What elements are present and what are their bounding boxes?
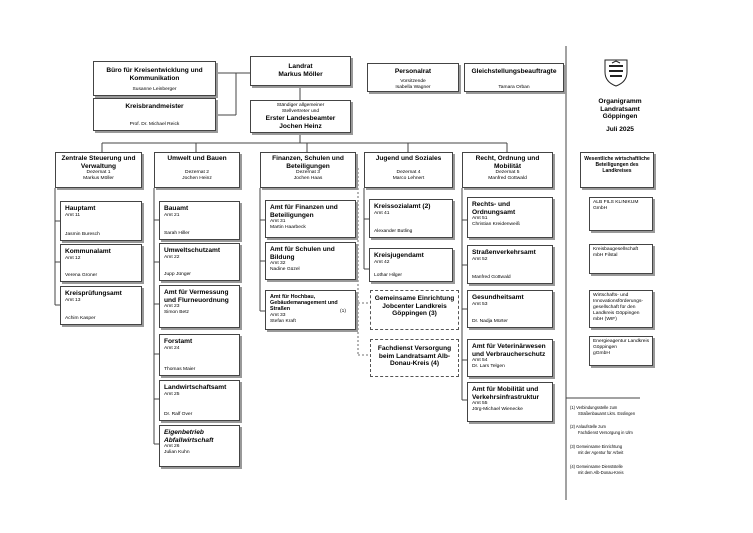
company-line-1: ALB FILS KLINIKUM <box>593 200 639 205</box>
amt-title: Amt für Hochbau, Gebäudemanagement und Straßen <box>270 294 338 313</box>
kreisbrand-title: Kreisbrandmeister <box>125 103 184 110</box>
amt-11-box <box>60 201 142 241</box>
beteiligungen-title: Wesentliche wirtschaftliche Beteiligungen des Landkreises <box>584 156 650 174</box>
dezernat-title: Recht, Ordnung und Mobilität <box>475 155 540 170</box>
footnote-marker-1: (1) <box>340 309 346 314</box>
footnote-1 <box>570 405 635 416</box>
dezernat-person: Markus Möller <box>83 176 114 182</box>
amt-title: Amt für Finanzen und Beteiligungen <box>270 204 338 219</box>
amt-title: Umweltschutzamt <box>164 247 221 254</box>
amt-54-box <box>467 339 553 377</box>
amt-51-box <box>467 197 553 238</box>
kreisbrand-person: Prof. Dr. Michael Reick <box>129 122 180 127</box>
amt-person: Simon Betz <box>164 310 190 316</box>
amt-32-box <box>265 242 356 280</box>
amt-person: Sarah Hiller <box>164 231 190 236</box>
amt-person: Thomas Maier <box>164 367 196 372</box>
amt-number: Amt 11 <box>65 212 81 218</box>
company-box <box>589 244 653 274</box>
footnote-3 <box>570 444 623 455</box>
footnote-line: Fachdienst Versorgung in Ulm <box>578 429 633 435</box>
amt-title: Kreisjugendamt <box>374 252 424 259</box>
amt-number: Amt 24 <box>164 345 180 351</box>
landrat-title: Landrat <box>288 63 313 70</box>
buero-person: Susanne Leinberger <box>132 87 177 92</box>
vertreter-title: Erster Landesbeamter <box>265 115 336 122</box>
dezernat-number: Dezernat 4 <box>396 169 421 175</box>
dezernat-5-box <box>462 152 553 188</box>
amt-26-box <box>159 425 240 467</box>
amt-number: Amt 33 <box>270 312 286 318</box>
personalrat-title: Personalrat <box>394 68 432 75</box>
amt-title: Hauptamt <box>65 205 96 212</box>
dezernat-number: Dezernat 3 <box>296 170 320 176</box>
amt-person: Verena Groner <box>65 273 98 278</box>
sidebar-title-block <box>580 98 660 133</box>
dezernat-number: Dezernat 1 <box>86 170 111 176</box>
amt-55-box <box>467 382 553 422</box>
amt-number: Amt 53 <box>472 301 488 307</box>
dezernat-3-box <box>260 152 356 188</box>
jobcenter-box <box>370 290 459 330</box>
dezernat-2-box <box>154 152 240 188</box>
amt-title: Landwirtschaftsamt <box>164 384 227 391</box>
amt-number: Amt 13 <box>65 297 81 303</box>
amt-title: Straßenverkehrsamt <box>472 249 536 256</box>
fachdienst-versorgung-box <box>370 339 459 377</box>
amt-person: Nadine Güzel <box>270 267 300 273</box>
amt-25-box <box>159 380 240 421</box>
vertreter-box <box>250 100 351 133</box>
amt-title: Kommunalamt <box>65 248 111 255</box>
amt-title: Kreisprüfungsamt <box>65 290 122 297</box>
footnote-line: mit der Agentur für Arbeit <box>578 449 624 455</box>
footnote-line: mit dem Alb-Donau-Kreis <box>578 469 624 475</box>
amt-number: Amt 52 <box>472 256 488 262</box>
amt-person: Dr. Ralf Over <box>164 412 193 417</box>
amt-person: Christian Kreidenweiß <box>472 222 520 228</box>
fachdienst-title: Fachdienst Versorgung beim Landratsamt Alb-Donau-Kreis (4) <box>377 345 452 368</box>
amt-person: Stefan Kraft <box>270 318 296 324</box>
amt-33-box <box>265 290 356 330</box>
amt-title: Forstamt <box>164 338 193 345</box>
amt-number: Amt 41 <box>374 210 390 216</box>
dezernat-title: Jugend und Soziales <box>375 155 442 162</box>
amt-number: Amt 22 <box>164 254 180 260</box>
amt-number: Amt 55 <box>472 401 488 407</box>
dezernat-number: Dezernat 2 <box>185 169 209 175</box>
amt-12-box <box>60 244 142 282</box>
amt-21-box <box>159 201 240 240</box>
coat-of-arms-icon <box>603 58 629 88</box>
personalrat-role: Vorsitzende <box>400 78 426 84</box>
amt-number: Amt 42 <box>374 259 390 265</box>
jobcenter-title: Gemeinsame Einrichtung Jobcenter Landkreis Göppingen (3) <box>374 295 455 318</box>
landrat-name: Markus Möller <box>278 70 323 78</box>
dezernat-title: Zentrale Steuerung und Verwaltung <box>61 155 136 170</box>
amt-42-box <box>369 248 453 282</box>
personalrat-box <box>367 63 459 92</box>
company-line-3: gGmbH <box>593 351 610 356</box>
footnote-line: (2) Anlaufstelle zum <box>570 424 606 429</box>
footnote-line: (3) Gemeinsame Einrichtung <box>570 444 623 449</box>
amt-person: Julian Kuhn <box>164 450 190 456</box>
dezernat-person: Jochen Heinz <box>182 175 212 181</box>
amt-title: Bauamt <box>164 205 189 212</box>
dezernat-title: Finanzen, Schulen und Beteiligungen <box>272 155 344 170</box>
amt-person: Jupp Jünger <box>164 272 191 277</box>
amt-number: Amt 32 <box>270 261 286 267</box>
amt-title: Gesundheitsamt <box>472 294 524 301</box>
dezernat-1-box <box>55 152 142 188</box>
amt-person: Lothar Hilger <box>374 273 402 278</box>
buero-kreisentwicklung-box <box>93 61 216 96</box>
company-line-2: mbH Filstal <box>593 253 618 258</box>
amt-53-box <box>467 290 553 328</box>
footnote-line: (1) Verbindungsstelle zum <box>570 405 618 410</box>
amt-title: Amt für Schulen und Bildung <box>270 246 335 261</box>
amt-title: Eigenbetrieb Abfallwirtschaft <box>164 429 214 444</box>
vertreter-line2: Stellvertreter und <box>281 109 320 114</box>
amt-24-box <box>159 334 240 376</box>
amt-number: Amt 51 <box>472 216 488 222</box>
amt-41-box <box>369 199 453 238</box>
amt-52-box <box>467 245 553 284</box>
amt-person: Dr. Nadja Mürter <box>472 319 508 324</box>
dezernat-person: Manfred Gottwald <box>488 176 527 182</box>
dezernat-number: Dezernat 5 <box>495 170 520 176</box>
amt-person: Jörg-Michael Wienecke <box>472 407 523 413</box>
sidebar-title: Organigramm <box>598 98 642 105</box>
amt-title: Amt für Vermessung und Flurneuordnung <box>164 289 229 304</box>
amt-title: Kreissozialamt (2) <box>374 203 431 210</box>
vertreter-line1: Ständiger allgemeiner <box>276 103 325 108</box>
company-line-3: mbH (WIF) <box>593 317 617 322</box>
footnote-2 <box>570 424 633 435</box>
amt-number: Amt 31 <box>270 219 286 225</box>
company-line-1: Kreisbaugesellschaft <box>593 247 639 252</box>
beteiligungen-header-box <box>580 152 654 188</box>
amt-person: Manfred Gottwald <box>472 275 511 280</box>
amt-title: Amt für Veterinärwesen und Verbraucherschutz <box>472 343 546 358</box>
gleichstellung-box <box>464 63 564 92</box>
amt-person: Alexander Butling <box>374 229 413 234</box>
company-box <box>589 290 653 328</box>
footnote-4 <box>570 464 624 475</box>
kreisbrandmeister-box <box>93 98 216 131</box>
amt-number: Amt 21 <box>164 212 180 218</box>
personalrat-person: Isabella Wagner <box>395 84 431 90</box>
company-line-2: GmbH <box>593 206 608 211</box>
amt-31-box <box>265 200 356 238</box>
gleichstellung-title: Gleichstellungsbeauftragte <box>471 68 557 75</box>
footnote-line: (4) Gemeinsame Dienststelle <box>570 464 623 469</box>
footnote-line: Straßenbauamt Lkrs. Esslingen <box>578 410 636 416</box>
dezernat-person: Marco Lehnert <box>392 175 425 181</box>
sidebar-title-2: Landratsamt <box>600 105 640 113</box>
company-line-1: Energieagentur Landkreis <box>593 339 650 344</box>
amt-number: Amt 12 <box>65 255 81 261</box>
company-line-2: gesellschaft für den Landkreis Göppingen <box>593 305 640 316</box>
amt-number: Amt 54 <box>472 358 488 364</box>
company-box <box>589 197 653 231</box>
buero-title: Büro für Kreisentwicklung und Kommunikation <box>106 67 203 82</box>
amt-person: Martin Haarbeck <box>270 225 306 231</box>
amt-13-box <box>60 286 142 325</box>
amt-title: Amt für Mobilität und Verkehrsinfrastruktur <box>472 386 540 401</box>
amt-23-box <box>159 285 240 328</box>
company-line-1: Wirtschafts- und Innovationsförderungs- <box>593 293 644 304</box>
company-box <box>589 336 653 366</box>
amt-number: Amt 25 <box>164 391 180 397</box>
company-line-2: Göppingen <box>593 345 617 350</box>
dezernat-person: Jochen Haas <box>293 176 323 182</box>
amt-title: Rechts- und Ordnungsamt <box>472 201 516 216</box>
amt-person: Dr. Lars Telgen <box>472 364 505 370</box>
amt-number: Amt 23 <box>164 304 180 310</box>
gleichstellung-person: Tamara Orban <box>498 84 530 90</box>
amt-number: Amt 26 <box>164 444 180 450</box>
dezernat-4-box <box>364 152 453 188</box>
landrat-box <box>250 56 351 86</box>
amt-22-box <box>159 243 240 281</box>
vertreter-name: Jochen Heinz <box>279 122 322 130</box>
amt-person: Jasmin Buresch <box>65 232 100 237</box>
dezernat-title: Umwelt und Bauen <box>167 155 227 162</box>
sidebar-date: Juli 2025 <box>606 125 634 133</box>
sidebar-title-3: Göppingen <box>602 113 638 120</box>
amt-person: Achim Kasper <box>65 316 96 321</box>
